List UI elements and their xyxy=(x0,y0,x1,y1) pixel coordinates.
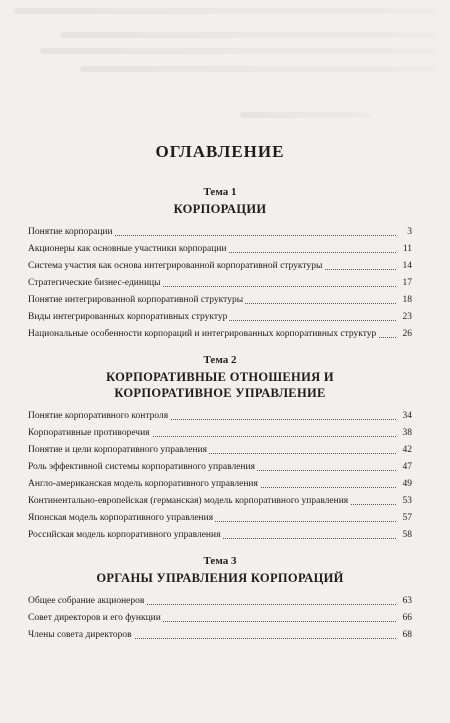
section-title: КОРПОРАЦИИ xyxy=(173,202,267,216)
toc-entry-text: Члены совета директоров xyxy=(28,630,132,640)
section-label: Тема 2 xyxy=(203,354,237,366)
toc-entry-page: 3 xyxy=(407,227,412,237)
toc-entry-text: Российская модель корпоративного управления xyxy=(28,530,221,540)
toc-entry xyxy=(28,496,412,507)
toc-entry-page: 11 xyxy=(402,244,412,254)
toc-entries xyxy=(28,227,412,340)
toc-entry-page: 42 xyxy=(402,445,412,455)
toc-entry-text: Понятие и цели корпоративного управления xyxy=(28,445,208,455)
toc-entry-page: 17 xyxy=(402,278,412,288)
toc-entry-page: 26 xyxy=(402,329,412,339)
toc-entry-text: Японская модель корпоративного управления xyxy=(28,513,214,523)
toc-entry-page: 18 xyxy=(402,295,412,305)
toc-entry xyxy=(28,295,412,306)
section-title: КОРПОРАТИВНЫЕ ОТНОШЕНИЯ И КОРПОРАТИВНОЕ УПРАВЛЕНИЕ xyxy=(106,370,334,400)
toc-entry xyxy=(28,479,412,490)
toc-entry xyxy=(28,513,412,524)
section-label: Тема 1 xyxy=(203,186,237,198)
toc-entry-text: Виды интегрированных корпоративных структур xyxy=(28,312,228,322)
toc-entry xyxy=(28,278,412,289)
toc-entry-page: 23 xyxy=(402,312,412,322)
toc-entry-text: Система участия как основа интегрированной корпоративной структуры xyxy=(28,261,323,271)
toc-entry-page: 49 xyxy=(402,479,412,489)
section-title: ОРГАНЫ УПРАВЛЕНИЯ КОРПОРАЦИЙ xyxy=(96,571,344,585)
toc-entry xyxy=(28,613,412,624)
toc-entry-text: Понятие корпоративного контроля xyxy=(28,411,169,421)
toc-entry-text: Континентально-европейская (германская) модель корпоративного управления xyxy=(28,496,349,506)
toc-section-3 xyxy=(28,555,412,641)
toc-entry xyxy=(28,428,412,439)
toc-entry-text: Понятие интегрированной корпоративной структуры xyxy=(28,295,244,305)
toc-section-1 xyxy=(28,186,412,340)
toc-entry xyxy=(28,411,412,422)
toc-entry xyxy=(28,261,412,272)
toc-entry xyxy=(28,596,412,607)
toc-entry-text: Стратегические бизнес-единицы xyxy=(28,278,161,288)
toc-entry-page: 57 xyxy=(402,513,412,523)
toc-entry-text: Корпоративные противоречия xyxy=(28,428,150,438)
toc-entry-text: Совет директоров и его функции xyxy=(28,613,161,623)
toc-entry-text: Роль эффективной системы корпоративного управления xyxy=(28,462,255,472)
page-title: ОГЛАВЛЕНИЕ xyxy=(155,142,285,161)
toc-entry-text: Общее собрание акционеров xyxy=(28,596,145,606)
toc-entry-page: 63 xyxy=(402,596,412,606)
toc-entry-page: 66 xyxy=(402,613,412,623)
toc-entries xyxy=(28,411,412,541)
toc-entry-page: 34 xyxy=(402,411,412,421)
toc-entries xyxy=(28,596,412,641)
toc-entry-page: 68 xyxy=(402,630,412,640)
toc-entry xyxy=(28,312,412,323)
toc-entry xyxy=(28,227,412,238)
toc-entry xyxy=(28,244,412,255)
toc-entry-page: 47 xyxy=(402,462,412,472)
toc-entry xyxy=(28,445,412,456)
toc-entry-text: Понятие корпорации xyxy=(28,227,113,237)
toc-entry-text: Англо-американская модель корпоративного управления xyxy=(28,479,258,489)
table-of-contents xyxy=(28,142,412,655)
toc-entry-page: 53 xyxy=(402,496,412,506)
section-label: Тема 3 xyxy=(203,555,237,567)
toc-entry-page: 14 xyxy=(402,261,412,271)
toc-entry xyxy=(28,630,412,641)
toc-section-2 xyxy=(28,354,412,541)
toc-entry-page: 38 xyxy=(402,428,412,438)
toc-entry-page: 58 xyxy=(402,530,412,540)
toc-entry xyxy=(28,530,412,541)
toc-entry xyxy=(28,329,412,340)
toc-entry-text: Акционеры как основные участники корпорации xyxy=(28,244,227,254)
toc-entry-text: Национальные особенности корпораций и интегрированных корпоративных структур xyxy=(28,329,377,339)
toc-entry xyxy=(28,462,412,473)
